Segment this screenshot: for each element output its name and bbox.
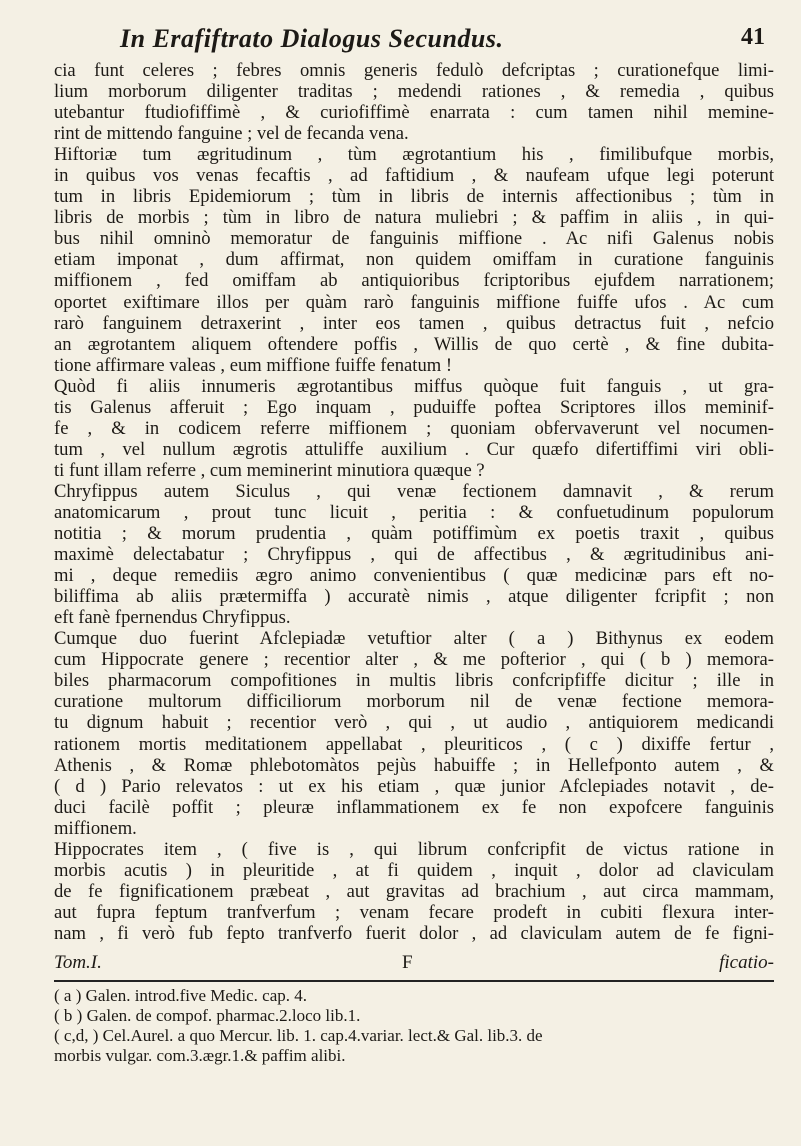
text-line: tum in libris Epidemiorum ; tùm in libris de internis affectionibus ; tùm in	[54, 186, 774, 208]
text-line: anatomicarum , prout tunc licuit , peritia : & confuetudinum populorum	[54, 501, 774, 523]
text-line: biles pharmacorum compofitiones in multis libris confcripfiffe dicitur ; ille in	[54, 670, 774, 692]
text-line: ( d ) Pario relevatos : ut ex his etiam , quæ junior Afclepiades notavit , de-	[54, 775, 774, 797]
catchword: ficatio-	[719, 952, 774, 973]
signature-row	[54, 952, 774, 974]
text-line: lium morborum diligenter traditas ; medendi rationes , & remedia , quibus	[54, 81, 774, 103]
text-line: miffionem.	[54, 817, 137, 839]
text-line: rint de mittendo fanguine ; vel de fecanda vena.	[54, 123, 409, 145]
text-line: biliffima ab aliis prætermiffa ) accuratè nimis , atque diligenter fcripfit ; non	[54, 586, 774, 608]
text-line: curatione multorum difficiliorum morborum nil de venæ fectione memora-	[54, 691, 774, 713]
text-line: rarò fanguinem detraxerint , inter eos tamen , quibus detractus fuit , nefcio	[54, 312, 774, 334]
page-header	[0, 24, 801, 58]
text-line: bus nihil omninò memoratur de fanguinis miffione . Ac nifi Galenus nobis	[54, 228, 774, 250]
text-line: etiam imponat , dum affirmat, non quidem omiffam in curatione fanguinis	[54, 249, 774, 271]
text-line: Quòd fi aliis innumeris ægrotantibus miffus quòque fuit fanguis , ut gra-	[54, 375, 774, 397]
text-line: morbis acutis ) in pleuritide , at fi quidem , inquit , dolor ad claviculam	[54, 859, 774, 881]
text-line: oportet exiftimare illos per quàm rarò fanguinis miffione fuiffe ufos . Ac cum	[54, 291, 774, 313]
text-line: an ægrotantem aliquem oftendere poffis , Willis de quo certè , & fine dubita-	[54, 333, 774, 355]
text-line: Cumque duo fuerint Afclepiadæ vetuftior alter ( a ) Bithynus ex eodem	[54, 628, 774, 650]
text-line: tis Galenus afferuit ; Ego inquam , puduiffe poftea Scriptores illos meminif-	[54, 396, 774, 418]
text-line: notitia ; & morum prudentia , quàm potiffimùm ex poetis traxit , quibus	[54, 523, 774, 545]
text-line: mi , deque remediis ægro animo convenientibus ( quæ medicinæ pars eft no-	[54, 565, 774, 587]
text-line: cum Hippocrate genere ; recentior alter , & me pofterior , qui ( b ) memora-	[54, 649, 774, 671]
text-line: eft fanè fpernendus Chryfippus.	[54, 607, 291, 629]
page-number: 41	[741, 24, 765, 50]
text-line: Hippocrates item , ( five is , qui librum confcripfit de victus ratione in	[54, 838, 774, 860]
text-line: miffionem , fed omiffam ab antiquioribus fcriptoribus ejufdem narrationem;	[54, 270, 774, 292]
text-line: libris de morbis ; tùm in libro de natura muliebri ; & paffim in aliis , in qui-	[54, 207, 774, 229]
text-line: tum , vel nullum ægrotis attuliffe auxilium . Cur quæfo difertiffimi viri obli-	[54, 438, 774, 460]
footnote: morbis vulgar. com.3.ægr.1.& paffim alibi.	[54, 1046, 346, 1065]
tome-label: Tom.I.	[54, 952, 102, 973]
text-line: in quibus vos venas fecaftis , ad faftidium , & naufeam ufque legi poterunt	[54, 165, 774, 187]
text-line: maximè delectabatur ; Chryfippus , qui de affectibus , & ægritudinibus ani-	[54, 544, 774, 566]
text-line: tione affirmare valeas , eum miffione fuiffe fenatum !	[54, 354, 453, 376]
main-text	[54, 60, 774, 944]
running-title: In Erafiftrato Dialogus Secundus.	[120, 24, 504, 53]
text-line: de fe fignificationem præbeat , aut gravitas ad brachium , aut circa mammam,	[54, 880, 774, 902]
text-line: Chryfippus autem Siculus , qui venæ fectionem damnavit , & rerum	[54, 480, 774, 502]
text-line: duci facilè poffit ; pleuræ inflammationem ex fe non expofcere fanguinis	[54, 796, 774, 818]
footnote: ( b ) Galen. de compof. pharmac.2.loco lib.1.	[54, 1006, 361, 1025]
text-line: Athenis , & Romæ phlebotomàtos pejùs habuiffe ; in Hellefponto autem , &	[54, 754, 774, 776]
text-line: cia funt celeres ; febres omnis generis fedulò defcriptas ; curationefque limi-	[54, 60, 774, 81]
footnote: ( c,d, ) Cel.Aurel. a quo Mercur. lib. 1. cap.4.variar. lect.& Gal. lib.3. de	[54, 1026, 543, 1045]
text-line: ti funt illam referre , cum meminerint minutiora quæque ?	[54, 459, 485, 481]
text-line: nam , fi verò fub fepto tranfverfo fuerit dolor , ad claviculam autem de fe figni-	[54, 922, 774, 944]
footnote-rule	[54, 980, 774, 982]
text-line: Hiftoriæ tum ægritudinum , tùm ægrotantium his , fimilibufque morbis,	[54, 144, 774, 166]
signature-mark: F	[402, 952, 413, 973]
text-line: aut fupra feptum tranfverfum ; venam fecare prodeft in cubiti flexura inter-	[54, 901, 774, 923]
text-line: utebantur ftudiofiffimè , & curiofiffimè enarrata : cum tamen nihil memine-	[54, 102, 774, 124]
text-line: tu dignum habuit ; recentior verò , qui , ut audio , antiquiorem medicandi	[54, 712, 774, 734]
text-line: rationem mortis meditationem appellabat , pleuriticos , ( c ) dixiffe fertur ,	[54, 733, 774, 755]
footnote: ( a ) Galen. introd.five Medic. cap. 4.	[54, 986, 308, 1005]
footnotes	[54, 986, 774, 1066]
text-line: fe , & in codicem referre miffionem ; quoniam obfervaverunt vel nocumen-	[54, 417, 774, 439]
